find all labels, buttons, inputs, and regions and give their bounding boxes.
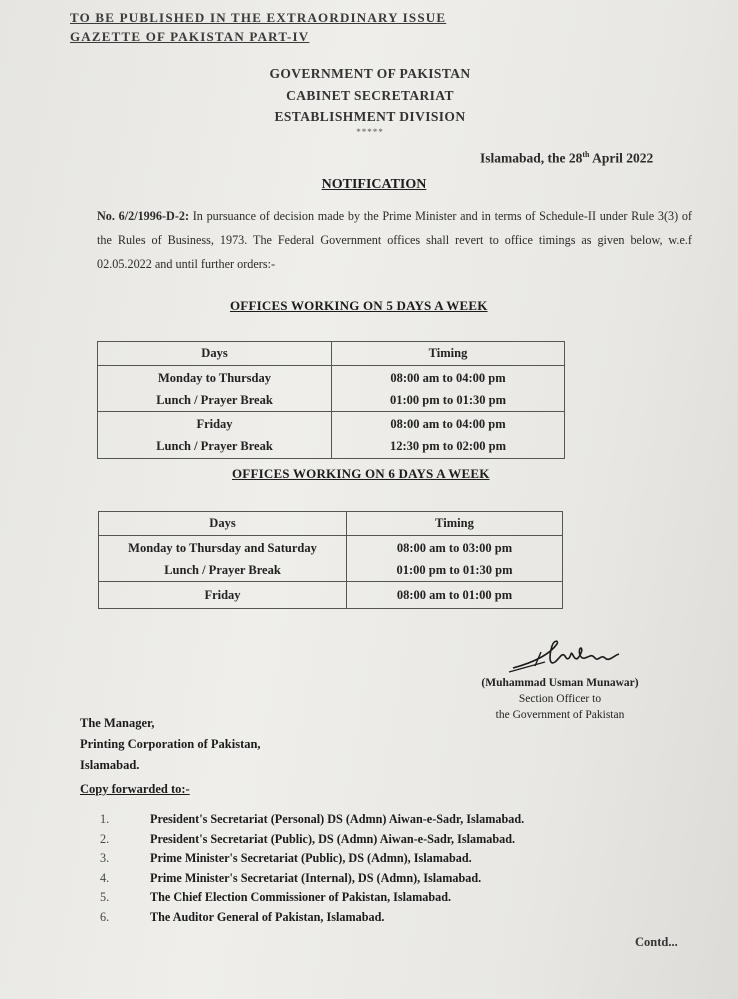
- list-item: 3. Prime Minister's Secretariat (Public), DS (Admn), Islamabad.: [100, 851, 472, 866]
- publish-line: TO BE PUBLISHED IN THE EXTRAORDINARY ISSUE: [70, 10, 447, 25]
- gazette-header: [70, 8, 446, 46]
- col-header-days: Days: [99, 512, 347, 536]
- six-day-title: OFFICES WORKING ON 6 DAYS A WEEK: [232, 466, 490, 481]
- notification-title: NOTIFICATION: [321, 177, 427, 192]
- notification-ref: No. 6/2/1996-D-2:: [97, 209, 190, 223]
- col-header-days: Days: [98, 342, 332, 366]
- five-day-table: [97, 341, 565, 459]
- copy-forwarded-list: [100, 810, 524, 928]
- table-row: Friday Lunch / Prayer Break 08:00 am to 04:00 pm 12:30 pm to 02:00 pm: [98, 412, 565, 459]
- col-header-timing: Timing: [332, 342, 565, 366]
- continued-note: Contd...: [635, 935, 678, 949]
- list-item: 1. President's Secretariat (Personal) DS (Admn) Aiwan-e-Sadr, Islamabad.: [100, 812, 525, 826]
- gazette-line: GAZETTE OF PAKISTAN PART-IV: [70, 29, 310, 44]
- signatory-title: Section Officer to: [518, 693, 602, 705]
- separator-stars: *****: [356, 127, 384, 137]
- notification-body: No. 6/2/1996-D-2: In pursuance of decision made by the Prime Minister and in terms of Schedule-II under Rule 3(3) of the Rules of Business, 1973. The Federal Government offices shall revert to office timings as given below, w.e.f 02.05.2022 and until further orders:-: [97, 209, 692, 271]
- six-day-table: [98, 511, 563, 609]
- list-item: 2. President's Secretariat (Public), DS (Admn) Aiwan-e-Sadr, Islamabad.: [100, 831, 516, 846]
- signature-image: [505, 632, 625, 677]
- table-row: Monday to Thursday Lunch / Prayer Break 08:00 am to 04:00 pm 01:00 pm to 01:30 pm: [98, 366, 565, 412]
- government-title: GOVERNMENT OF PAKISTAN: [269, 66, 471, 81]
- date-line: Islamabad, the 28th April 2022: [480, 150, 654, 166]
- signatory-block: [460, 675, 660, 723]
- list-item: 5. The Chief Election Commissioner of Pakistan, Islamabad.: [100, 890, 452, 905]
- copy-forwarded-title: Copy forwarded to:-: [80, 782, 190, 796]
- list-item: 4. Prime Minister's Secretariat (Internal), DS (Admn), Islamabad.: [100, 870, 482, 885]
- addressee-block: The Manager, Printing Corporation of Pakistan, Islamabad.: [80, 716, 261, 772]
- five-day-title: OFFICES WORKING ON 5 DAYS A WEEK: [230, 298, 488, 313]
- signatory-name: (Muhammad Usman Munawar): [481, 677, 639, 689]
- table-row: Friday 08:00 am to 01:00 pm: [99, 582, 563, 609]
- table-row: Monday to Thursday and Saturday Lunch / Prayer Break 08:00 am to 03:00 pm 01:00 pm to 01:30 pm: [99, 536, 563, 582]
- signatory-org: the Government of Pakistan: [495, 709, 625, 721]
- col-header-timing: Timing: [347, 512, 563, 536]
- secretariat-title: CABINET SECRETARIAT: [286, 88, 454, 103]
- division-title: ESTABLISHMENT DIVISION: [274, 109, 466, 124]
- list-item: 6. The Auditor General of Pakistan, Islamabad.: [100, 909, 385, 924]
